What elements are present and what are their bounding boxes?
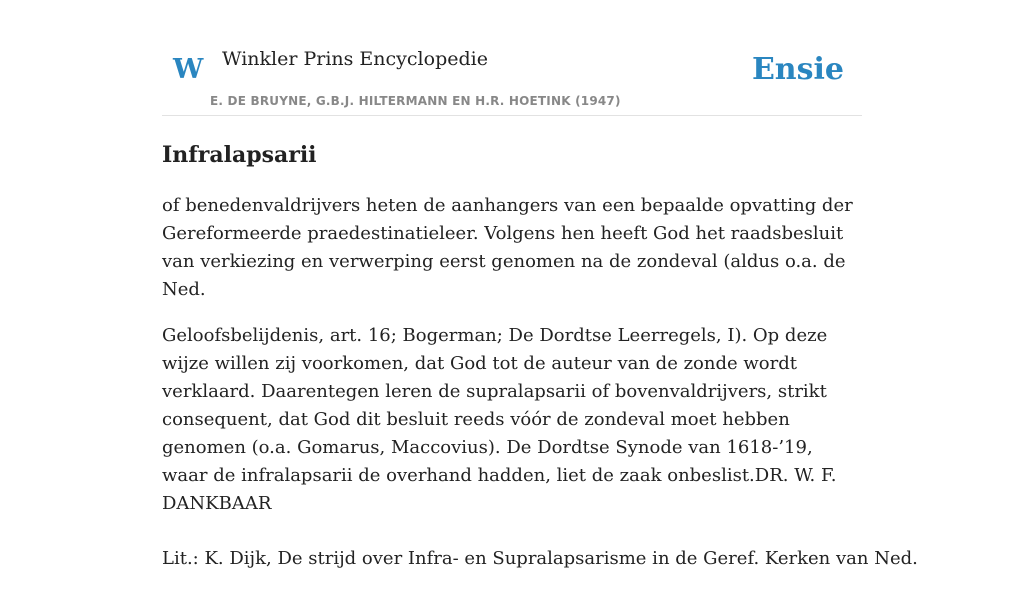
ensie-logo[interactable]: Ensie xyxy=(751,52,844,87)
encyclopedia-logo[interactable]: W xyxy=(173,54,204,85)
book-title[interactable]: Winkler Prins Encyclopedie xyxy=(222,48,488,70)
page xyxy=(162,0,918,569)
entry-headword: Infralapsarii xyxy=(162,142,317,168)
entry-paragraph-1: of benedenvaldrijvers heten de aanhangers van een bepaalde opvatting der Gereformeerde praedestinatieleer. Volgens hen heeft God het raadsbesluit van verkiezing en verwerping eerst genomen na de zondeval (aldus o.a. de Ned. xyxy=(162,195,853,300)
entry-literature: Lit.: K. Dijk, De strijd over Infra- en Supralapsarisme in de Geref. Kerken van Ned. xyxy=(162,548,918,569)
site-header xyxy=(162,0,862,116)
book-authors: E. DE BRUYNE, G.B.J. HILTERMANN EN H.R. HOETINK (1947) xyxy=(210,94,621,108)
entry-paragraph-2: Geloofsbelijdenis, art. 16; Bogerman; De Dordtse Leerregels, I). Op deze wijze willen zij voorkomen, dat God tot de auteur van de zonde wordt verklaard. Daarentegen leren de supralapsarii of bovenvaldrijvers, strikt consequent, dat God dit besluit reeds vóór de zondeval moet hebben genomen (o.a. Gomarus, Maccovius). De Dordtse Synode van 1618-’19, waar de infralapsarii de overhand hadden, liet de zaak onbeslist.DR. W. F. DANKBAAR xyxy=(162,325,837,514)
entry-body xyxy=(162,192,918,591)
